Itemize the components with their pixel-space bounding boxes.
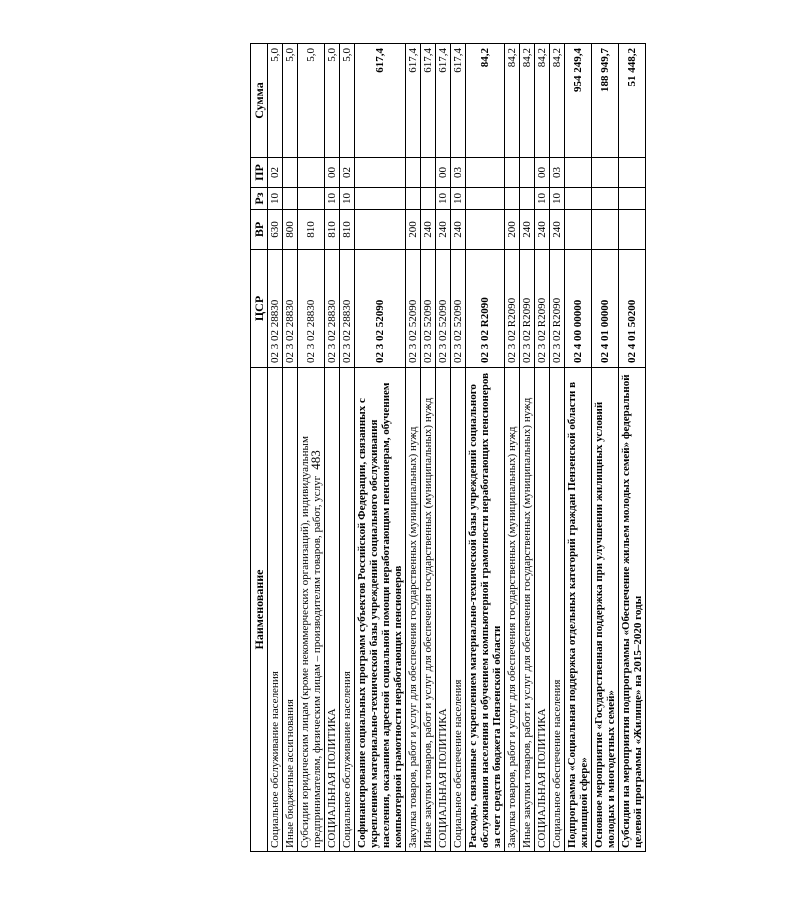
cell-name: Расходы, связанные с укреплением материально-технической базы учреждений социального обслуживания населения и обучением компьютерной грамотности неработающих пенсионеров за счет средств бюджета Пензенской области <box>466 368 505 852</box>
cell-csr: 02 3 02 R2090 <box>505 250 520 368</box>
cell-pr: 00 <box>325 158 340 188</box>
cell-csr: 02 3 02 R2090 <box>466 250 505 368</box>
cell-name: Иные закупки товаров, работ и услуг для обеспечения государственных (муниципальных) нужд <box>520 368 535 852</box>
table-row <box>505 44 520 852</box>
cell-pr: 02 <box>268 158 283 188</box>
cell-csr: 02 3 02 28830 <box>340 250 355 368</box>
cell-vr <box>619 210 646 250</box>
cell-pr <box>565 158 592 188</box>
cell-pr: 03 <box>550 158 565 188</box>
cell-pr <box>355 158 406 188</box>
table-row <box>535 44 550 852</box>
cell-rz <box>283 188 298 210</box>
table-row <box>451 44 466 852</box>
cell-pr <box>466 158 505 188</box>
cell-csr: 02 3 02 52090 <box>421 250 436 368</box>
cell-vr: 240 <box>436 210 451 250</box>
cell-csr: 02 3 02 52090 <box>451 250 466 368</box>
cell-pr: 03 <box>451 158 466 188</box>
cell-sum: 84,2 <box>550 44 565 158</box>
cell-vr: 810 <box>298 210 325 250</box>
cell-name: Иные закупки товаров, работ и услуг для обеспечения государственных (муниципальных) нужд <box>421 368 436 852</box>
table-header-row <box>251 44 268 852</box>
cell-rz <box>406 188 421 210</box>
header-pr: ПР <box>251 158 268 188</box>
cell-rz: 10 <box>436 188 451 210</box>
cell-name: Закупка товаров, работ и услуг для обеспечения государственных (муниципальных) нужд <box>505 368 520 852</box>
cell-csr: 02 3 02 52090 <box>436 250 451 368</box>
cell-rz: 10 <box>268 188 283 210</box>
cell-vr: 240 <box>535 210 550 250</box>
table-row <box>619 44 646 852</box>
cell-vr: 200 <box>406 210 421 250</box>
cell-csr: 02 3 02 52090 <box>355 250 406 368</box>
cell-name: СОЦИАЛЬНАЯ ПОЛИТИКА <box>325 368 340 852</box>
cell-vr: 200 <box>505 210 520 250</box>
table-body <box>268 44 646 852</box>
table-row <box>268 44 283 852</box>
table-row <box>325 44 340 852</box>
table-row <box>355 44 406 852</box>
cell-sum: 617,4 <box>406 44 421 158</box>
cell-rz <box>619 188 646 210</box>
header-csr: ЦСР <box>251 250 268 368</box>
table-row <box>421 44 436 852</box>
rotated-page-content <box>250 44 795 852</box>
cell-csr: 02 3 02 R2090 <box>535 250 550 368</box>
cell-vr <box>355 210 406 250</box>
cell-sum: 51 448,2 <box>619 44 646 158</box>
cell-sum: 617,4 <box>436 44 451 158</box>
cell-sum: 5,0 <box>283 44 298 158</box>
cell-name: Закупка товаров, работ и услуг для обеспечения государственных (муниципальных) нужд <box>406 368 421 852</box>
cell-name: Софинансирование социальных программ субъектов Российской Федерации, связанных с укреплением материально-технической базы учреждений социального обслуживания населения, оказанием адресной социальной помощи неработающим пенсионерам, обучением компьютерной грамотности неработающих пенсионеров <box>355 368 406 852</box>
cell-vr: 240 <box>520 210 535 250</box>
cell-sum: 617,4 <box>421 44 436 158</box>
cell-sum: 617,4 <box>355 44 406 158</box>
cell-pr <box>520 158 535 188</box>
cell-rz: 10 <box>340 188 355 210</box>
header-rz: Рз <box>251 188 268 210</box>
header-name: Наименование <box>251 368 268 852</box>
cell-rz: 10 <box>451 188 466 210</box>
cell-pr: 00 <box>436 158 451 188</box>
cell-csr: 02 3 02 R2090 <box>520 250 535 368</box>
cell-rz <box>355 188 406 210</box>
cell-rz: 10 <box>550 188 565 210</box>
cell-csr: 02 3 02 28830 <box>283 250 298 368</box>
cell-vr: 240 <box>550 210 565 250</box>
header-vr: ВР <box>251 210 268 250</box>
table-row <box>592 44 619 852</box>
cell-pr <box>406 158 421 188</box>
cell-sum: 84,2 <box>466 44 505 158</box>
cell-rz: 10 <box>325 188 340 210</box>
cell-name: Основное мероприятие «Государственная поддержка при улучшении жилищных условий молодых и многодетных семей» <box>592 368 619 852</box>
cell-vr <box>565 210 592 250</box>
cell-name: СОЦИАЛЬНАЯ ПОЛИТИКА <box>535 368 550 852</box>
cell-pr <box>505 158 520 188</box>
cell-sum: 84,2 <box>535 44 550 158</box>
cell-csr: 02 3 02 28830 <box>325 250 340 368</box>
cell-sum: 5,0 <box>298 44 325 158</box>
table-row <box>550 44 565 852</box>
cell-vr: 240 <box>451 210 466 250</box>
cell-name: СОЦИАЛЬНАЯ ПОЛИТИКА <box>436 368 451 852</box>
cell-vr: 630 <box>268 210 283 250</box>
cell-sum: 617,4 <box>451 44 466 158</box>
cell-csr: 02 4 01 50200 <box>619 250 646 368</box>
cell-vr <box>466 210 505 250</box>
cell-rz <box>520 188 535 210</box>
cell-name: Социальное обслуживание населения <box>268 368 283 852</box>
cell-csr: 02 3 02 52090 <box>406 250 421 368</box>
cell-csr: 02 3 02 R2090 <box>550 250 565 368</box>
cell-name: Социальное обеспечение населения <box>550 368 565 852</box>
cell-rz <box>466 188 505 210</box>
cell-pr <box>298 158 325 188</box>
cell-rz <box>421 188 436 210</box>
cell-name: Субсидии на мероприятия подпрограммы «Обеспечение жильем молодых семей» федеральной целевой программы «Жилище» на 2015–2020 годы <box>619 368 646 852</box>
cell-csr: 02 4 00 00000 <box>565 250 592 368</box>
cell-name: Субсидии юридическим лицам (кроме некоммерческих организаций), индивидуальным предпринимателям, физическим лицам – производителям товаров, работ, услуг <box>298 368 325 852</box>
cell-vr: 240 <box>421 210 436 250</box>
cell-rz: 10 <box>535 188 550 210</box>
table-row <box>436 44 451 852</box>
cell-sum: 84,2 <box>505 44 520 158</box>
cell-name: Социальное обслуживание населения <box>340 368 355 852</box>
cell-sum: 84,2 <box>520 44 535 158</box>
budget-table <box>250 43 646 852</box>
table-row <box>466 44 505 852</box>
cell-csr: 02 4 01 00000 <box>592 250 619 368</box>
cell-rz <box>592 188 619 210</box>
cell-sum: 5,0 <box>340 44 355 158</box>
cell-rz <box>298 188 325 210</box>
cell-vr: 800 <box>283 210 298 250</box>
table-row <box>283 44 298 852</box>
cell-csr: 02 3 02 28830 <box>298 250 325 368</box>
cell-pr: 00 <box>535 158 550 188</box>
page-number: 483 <box>308 450 323 470</box>
cell-pr <box>592 158 619 188</box>
cell-name: Подпрограмма «Социальная поддержка отдельных категорий граждан Пензенской области в жилищной сфере» <box>565 368 592 852</box>
cell-rz <box>505 188 520 210</box>
cell-sum: 5,0 <box>268 44 283 158</box>
header-sum: Сумма <box>251 44 268 158</box>
cell-sum: 5,0 <box>325 44 340 158</box>
cell-vr <box>592 210 619 250</box>
cell-pr: 02 <box>340 158 355 188</box>
table-row <box>406 44 421 852</box>
cell-name: Социальное обеспечение населения <box>451 368 466 852</box>
table-row <box>520 44 535 852</box>
table-row <box>340 44 355 852</box>
cell-vr: 810 <box>340 210 355 250</box>
cell-rz <box>565 188 592 210</box>
cell-vr: 810 <box>325 210 340 250</box>
cell-pr <box>283 158 298 188</box>
cell-pr <box>619 158 646 188</box>
table-row <box>565 44 592 852</box>
table-row <box>298 44 325 852</box>
cell-sum: 954 249,4 <box>565 44 592 158</box>
cell-csr: 02 3 02 28830 <box>268 250 283 368</box>
cell-pr <box>421 158 436 188</box>
cell-name: Иные бюджетные ассигнования <box>283 368 298 852</box>
cell-sum: 188 949,7 <box>592 44 619 158</box>
